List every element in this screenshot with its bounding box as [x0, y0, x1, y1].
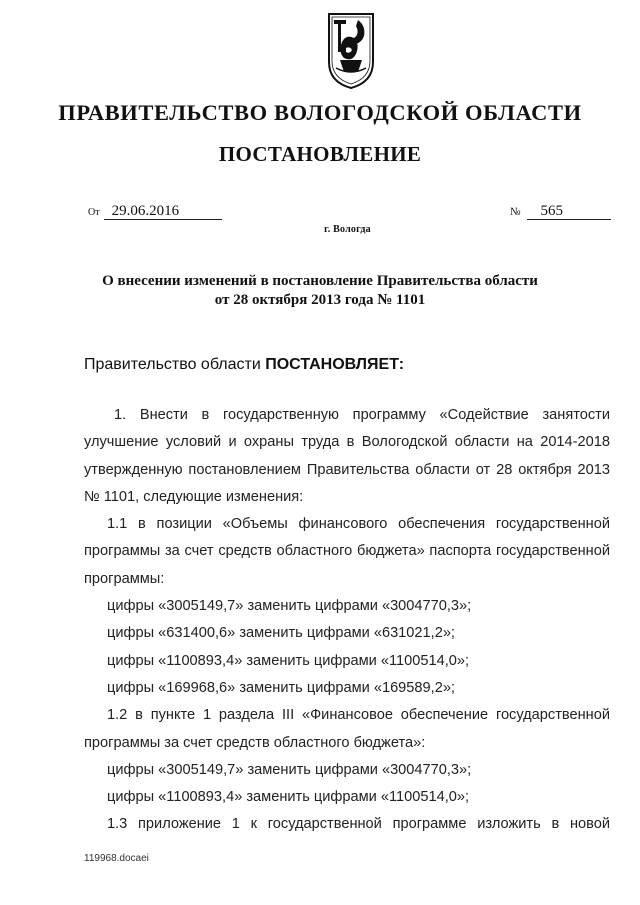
body-line: программы:: [84, 570, 165, 587]
preamble-text: Правительство области: [84, 356, 261, 373]
body-line: программы за счет средств областного бюджета»:: [84, 734, 426, 751]
body-line: цифры «3005149,7» заменить цифрами «3004770,3»;: [107, 761, 472, 778]
preamble: [84, 356, 404, 374]
body-line: 1. Внести в государственную программу «Содействие занятости: [114, 407, 610, 423]
subject-line-2: от 28 октября 2013 года № 1101: [214, 292, 426, 308]
body-line: цифры «631400,6» заменить цифрами «631021,2»;: [107, 625, 455, 642]
number-block: [510, 203, 611, 220]
body-line: улучшение условий и охраны труда в Вологодской области на 2014-2018: [84, 434, 610, 451]
body-line: 1.2 в пункте 1 раздела III «Финансовое обеспечение государственной: [107, 707, 610, 724]
body-line: цифры «1100893,4» заменить цифрами «1100514,0»;: [107, 652, 470, 669]
document-type: ПОСТАНОВЛЕНИЕ: [218, 142, 422, 166]
footer-filename: 119968.docaei: [84, 853, 149, 864]
number-prefix: №: [510, 206, 521, 218]
city-line: [0, 224, 640, 235]
subject-line-1: О внесении изменений в постановление Правительства области: [102, 273, 538, 289]
body-line: цифры «169968,6» заменить цифрами «169589,2»;: [107, 679, 455, 696]
body-line: 1.1 в позиции «Объемы финансового обеспечения государственной: [107, 516, 610, 533]
body-line: утвержденную постановлением Правительства области от 28 октября 2013: [84, 461, 610, 478]
document-date: 29.06.2016: [104, 203, 222, 220]
document-number: 565: [527, 203, 611, 220]
coat-of-arms-emblem: [326, 12, 376, 90]
body-line: цифры «1100893,4» заменить цифрами «1100514,0»;: [107, 789, 470, 806]
document-subject: [0, 272, 640, 310]
preamble-verb: ПОСТАНОВЛЯЕТ:: [265, 356, 405, 373]
city: г. Вологда: [324, 224, 371, 235]
body-line: цифры «3005149,7» заменить цифрами «3004770,3»;: [107, 598, 472, 615]
organization-title: ПРАВИТЕЛЬСТВО ВОЛОГОДСКОЙ ОБЛАСТИ: [58, 100, 582, 125]
date-prefix: От: [88, 207, 100, 218]
body-line: № 1101, следующие изменения:: [84, 488, 304, 505]
body-line: программы за счет средств областного бюджета» паспорта государственной: [84, 543, 610, 560]
date-block: [88, 203, 222, 220]
document-body: [84, 402, 610, 839]
body-line: 1.3 приложение 1 к государственной программе изложить в новой: [107, 816, 610, 833]
